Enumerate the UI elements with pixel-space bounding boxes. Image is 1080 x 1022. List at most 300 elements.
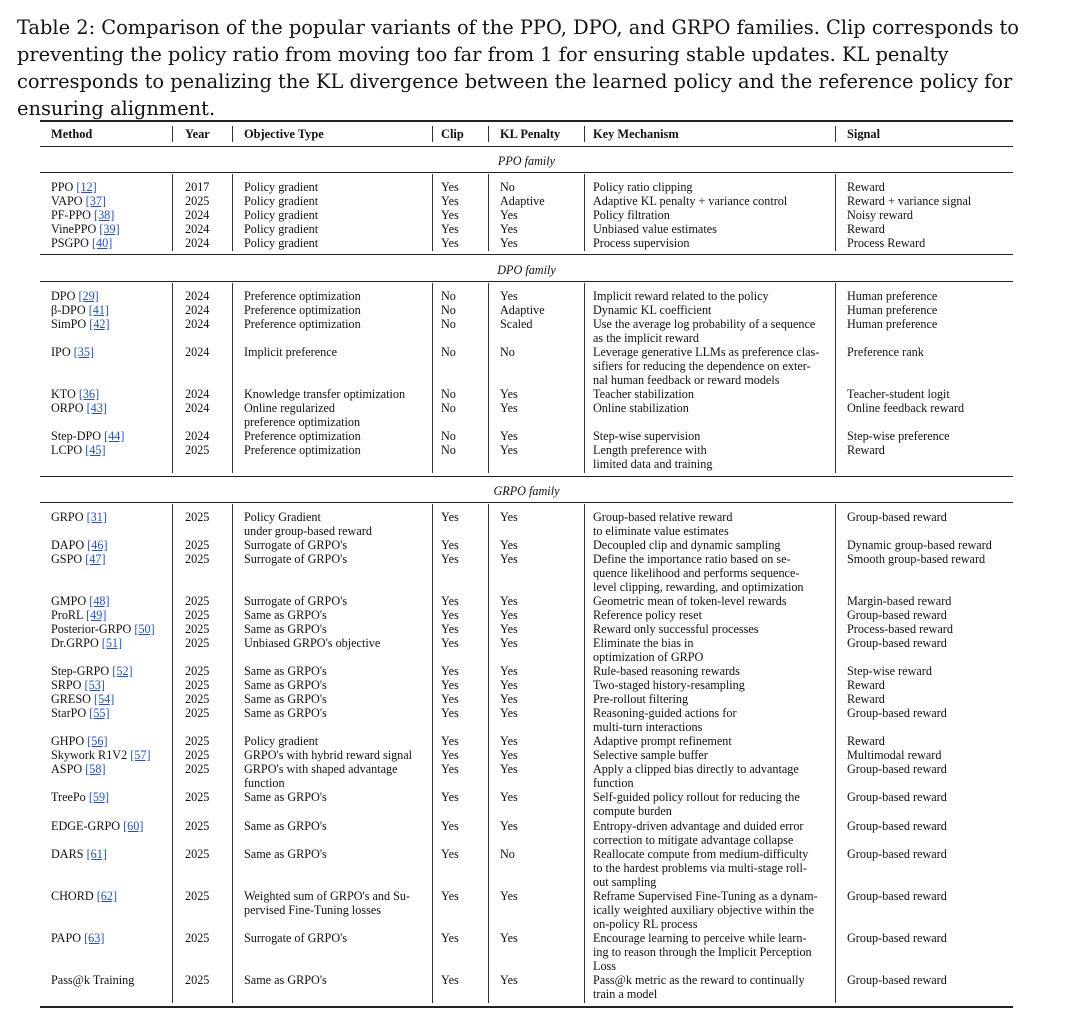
- mechanism-cell: Length preference with: [593, 443, 707, 457]
- group-label: GRPO family: [493, 484, 560, 498]
- signal-cell: Group-based reward: [847, 790, 947, 804]
- method-cell: [51, 790, 109, 804]
- signal-cell: Group-based reward: [847, 973, 947, 987]
- year-cell: 2025: [185, 194, 210, 208]
- method-cell: [51, 734, 108, 748]
- method-name: StarPO: [51, 706, 87, 720]
- year-cell: 2017: [185, 180, 210, 194]
- kl-penalty-cell: Yes: [500, 538, 518, 552]
- method-cell: [51, 973, 134, 987]
- mechanism-cell: Encourage learning to perceive while learn-: [593, 931, 807, 945]
- method-cell: [51, 510, 107, 524]
- year-cell: 2025: [185, 748, 210, 762]
- mechanism-cell: sifiers for reducing the dependence on exter-: [593, 359, 811, 373]
- mechanism-cell: level clipping, rewarding, and optimization: [593, 580, 804, 594]
- objective-cell: Same as GRPO's: [244, 847, 327, 861]
- objective-cell: Policy Gradient: [244, 510, 321, 524]
- objective-cell: function: [244, 776, 285, 790]
- clip-cell: Yes: [441, 790, 459, 804]
- mechanism-cell: Unbiased value estimates: [593, 222, 717, 236]
- citation-link[interactable]: [51]: [101, 636, 123, 650]
- kl-penalty-cell: Yes: [500, 734, 518, 748]
- citation-link[interactable]: [47]: [85, 552, 106, 566]
- mechanism-cell: Geometric mean of token-level rewards: [593, 594, 787, 608]
- column-separator: [835, 283, 836, 473]
- method-name: Skywork R1V2: [51, 748, 128, 762]
- clip-cell: No: [441, 303, 456, 317]
- year-cell: 2024: [185, 236, 210, 250]
- method-name: PF-PPO: [51, 208, 91, 222]
- citation-link[interactable]: [43]: [86, 401, 107, 415]
- clip-cell: Yes: [441, 180, 459, 194]
- clip-cell: Yes: [441, 847, 459, 861]
- method-cell: [51, 387, 99, 401]
- signal-cell: Step-wise preference: [847, 429, 950, 443]
- clip-cell: No: [441, 443, 456, 457]
- citation-link[interactable]: [42]: [89, 317, 110, 331]
- method-name: TreePo: [51, 790, 86, 804]
- year-cell: 2024: [185, 289, 210, 303]
- method-cell: [51, 678, 105, 692]
- signal-cell: Noisy reward: [847, 208, 913, 222]
- clip-cell: Yes: [441, 748, 459, 762]
- year-cell: 2025: [185, 608, 210, 622]
- mechanism-cell: as the implicit reward: [593, 331, 699, 345]
- year-cell: 2025: [185, 443, 210, 457]
- kl-penalty-cell: Yes: [500, 678, 518, 692]
- group-rule: [40, 476, 1013, 477]
- year-cell: 2024: [185, 222, 210, 236]
- year-cell: 2025: [185, 790, 210, 804]
- method-name: ProRL: [51, 608, 84, 622]
- citation-link[interactable]: [48]: [89, 594, 110, 608]
- group-label: DPO family: [497, 263, 556, 277]
- mechanism-cell: on-policy RL process: [593, 917, 698, 931]
- column-separator: [432, 174, 433, 251]
- method-cell: [51, 622, 155, 636]
- objective-cell: Knowledge transfer optimization: [244, 387, 406, 401]
- objective-cell: Unbiased GRPO's objective: [244, 636, 381, 650]
- mechanism-cell: Step-wise supervision: [593, 429, 701, 443]
- mechanism-cell: Rule-based reasoning rewards: [593, 664, 740, 678]
- mechanism-cell: Teacher stabilization: [593, 387, 694, 401]
- column-separator: [584, 126, 585, 142]
- citation-link[interactable]: [45]: [85, 443, 106, 457]
- objective-cell: Weighted sum of GRPO's and Su-: [244, 889, 411, 903]
- clip-cell: Yes: [441, 236, 459, 250]
- year-cell: 2025: [185, 973, 210, 987]
- mechanism-cell: Group-based relative reward: [593, 510, 733, 524]
- column-header: Objective Type: [244, 127, 324, 141]
- column-separator: [835, 504, 836, 1003]
- signal-cell: Reward: [847, 734, 885, 748]
- mechanism-cell: to eliminate value estimates: [593, 524, 729, 538]
- signal-cell: Smooth group-based reward: [847, 552, 986, 566]
- citation-link[interactable]: [60]: [123, 819, 144, 833]
- objective-cell: Policy gradient: [244, 222, 319, 236]
- method-name: SRPO: [51, 678, 82, 692]
- kl-penalty-cell: Adaptive: [500, 303, 545, 317]
- objective-cell: Online regularized: [244, 401, 336, 415]
- method-cell: [51, 608, 106, 622]
- citation-link[interactable]: [57]: [130, 748, 151, 762]
- clip-cell: Yes: [441, 706, 459, 720]
- clip-cell: Yes: [441, 819, 459, 833]
- year-cell: 2025: [185, 552, 210, 566]
- kl-penalty-cell: Yes: [500, 387, 518, 401]
- mechanism-cell: train a model: [593, 987, 658, 1001]
- objective-cell: Surrogate of GRPO's: [244, 931, 348, 945]
- year-cell: 2025: [185, 734, 210, 748]
- mechanism-cell: Process supervision: [593, 236, 690, 250]
- method-cell: [51, 317, 110, 331]
- citation-link[interactable]: [50]: [134, 622, 155, 636]
- column-separator: [232, 504, 233, 1003]
- objective-cell: Same as GRPO's: [244, 664, 327, 678]
- column-separator: [172, 283, 173, 473]
- column-separator: [835, 174, 836, 251]
- method-name: β-DPO: [51, 303, 86, 317]
- clip-cell: Yes: [441, 664, 459, 678]
- method-name: Pass@k Training: [51, 973, 135, 987]
- clip-cell: Yes: [441, 538, 459, 552]
- group-rule: [40, 254, 1013, 255]
- mechanism-cell: Self-guided policy rollout for reducing the: [593, 790, 800, 804]
- year-cell: 2025: [185, 664, 210, 678]
- mechanism-cell: Adaptive KL penalty + variance control: [593, 194, 788, 208]
- method-name: GSPO: [51, 552, 83, 566]
- column-separator: [488, 126, 489, 142]
- citation-link[interactable]: [39]: [99, 222, 120, 236]
- mechanism-cell: Pre-rollout filtering: [593, 692, 689, 706]
- objective-cell: Policy gradient: [244, 180, 319, 194]
- method-cell: [51, 194, 106, 208]
- method-cell: [51, 303, 109, 317]
- signal-cell: Group-based reward: [847, 847, 947, 861]
- signal-cell: Group-based reward: [847, 762, 947, 776]
- method-cell: [51, 538, 108, 552]
- kl-penalty-cell: Yes: [500, 236, 518, 250]
- kl-penalty-cell: Scaled: [500, 317, 533, 331]
- objective-cell: Same as GRPO's: [244, 692, 327, 706]
- citation-link[interactable]: [49]: [86, 608, 107, 622]
- mechanism-cell: compute burden: [593, 804, 672, 818]
- year-cell: 2025: [185, 819, 210, 833]
- mechanism-cell: Reallocate compute from medium-difficulty: [593, 847, 809, 861]
- method-name: Posterior-GRPO: [51, 622, 132, 636]
- mechanism-cell: Reference policy reset: [593, 608, 702, 622]
- bottom-rule: [40, 1006, 1013, 1008]
- method-cell: [51, 847, 107, 861]
- year-cell: 2024: [185, 303, 210, 317]
- method-name: VAPO: [51, 194, 83, 208]
- column-separator: [232, 174, 233, 251]
- year-cell: 2024: [185, 429, 210, 443]
- method-name: IPO: [51, 345, 71, 359]
- citation-link[interactable]: [54]: [94, 692, 115, 706]
- citation-link[interactable]: [58]: [85, 762, 106, 776]
- kl-penalty-cell: Yes: [500, 222, 518, 236]
- mechanism-cell: Policy filtration: [593, 208, 670, 222]
- objective-cell: under group-based reward: [244, 524, 372, 538]
- kl-penalty-cell: Yes: [500, 692, 518, 706]
- signal-cell: Online feedback reward: [847, 401, 965, 415]
- kl-penalty-cell: Yes: [500, 594, 518, 608]
- citation-link[interactable]: [36]: [78, 387, 100, 401]
- method-name: PSGPO: [51, 236, 89, 250]
- citation-link[interactable]: [44]: [104, 429, 125, 443]
- kl-penalty-cell: Yes: [500, 443, 518, 457]
- objective-cell: Implicit preference: [244, 345, 338, 359]
- signal-cell: Human preference: [847, 303, 938, 317]
- objective-cell: Policy gradient: [244, 208, 319, 222]
- header-rule: [40, 146, 1013, 147]
- year-cell: 2025: [185, 510, 210, 524]
- clip-cell: Yes: [441, 636, 459, 650]
- clip-cell: Yes: [441, 678, 459, 692]
- kl-penalty-cell: Yes: [500, 931, 518, 945]
- objective-cell: Policy gradient: [244, 734, 319, 748]
- year-cell: 2025: [185, 706, 210, 720]
- citation-link[interactable]: [35]: [73, 345, 94, 359]
- mechanism-cell: Loss: [593, 959, 617, 973]
- objective-cell: Policy gradient: [244, 194, 319, 208]
- mechanism-cell: Eliminate the bias in: [593, 636, 694, 650]
- method-name: DARS: [51, 847, 84, 861]
- kl-penalty-cell: Yes: [500, 790, 518, 804]
- citation-link[interactable]: [63]: [84, 931, 105, 945]
- kl-penalty-cell: Yes: [500, 889, 518, 903]
- column-separator: [584, 174, 585, 251]
- signal-cell: Reward: [847, 443, 885, 457]
- method-name: GMPO: [51, 594, 87, 608]
- citation-link[interactable]: [62]: [96, 889, 118, 903]
- objective-cell: Surrogate of GRPO's: [244, 552, 348, 566]
- year-cell: 2024: [185, 208, 210, 222]
- clip-cell: Yes: [441, 594, 459, 608]
- top-rule: [40, 120, 1013, 122]
- group-rule: [40, 502, 1013, 503]
- method-name: DPO: [51, 289, 76, 303]
- objective-cell: Same as GRPO's: [244, 819, 327, 833]
- clip-cell: Yes: [441, 510, 459, 524]
- column-header: Method: [51, 127, 93, 141]
- method-cell: [51, 594, 110, 608]
- method-name: ORPO: [51, 401, 84, 415]
- clip-cell: No: [441, 345, 456, 359]
- citation-link[interactable]: [55]: [89, 706, 110, 720]
- kl-penalty-cell: Yes: [500, 973, 518, 987]
- citation-link[interactable]: [31]: [86, 510, 107, 524]
- mechanism-cell: Define the importance ratio based on se-: [593, 552, 791, 566]
- column-separator: [488, 504, 489, 1003]
- year-cell: 2025: [185, 931, 210, 945]
- mechanism-cell: Leverage generative LLMs as preference clas-: [593, 345, 820, 359]
- group-rule: [40, 281, 1013, 282]
- method-cell: [51, 429, 124, 443]
- mechanism-cell: Apply a clipped bias directly to advantage: [593, 762, 799, 776]
- kl-penalty-cell: Yes: [500, 429, 518, 443]
- clip-cell: Yes: [441, 692, 459, 706]
- kl-penalty-cell: Yes: [500, 552, 518, 566]
- mechanism-cell: Pass@k metric as the reward to continually: [593, 973, 805, 987]
- column-separator: [835, 126, 836, 142]
- signal-cell: Group-based reward: [847, 889, 947, 903]
- signal-cell: Process-based reward: [847, 622, 953, 636]
- kl-penalty-cell: Yes: [500, 636, 518, 650]
- citation-link[interactable]: [56]: [87, 734, 108, 748]
- clip-cell: Yes: [441, 194, 459, 208]
- objective-cell: Surrogate of GRPO's: [244, 538, 348, 552]
- signal-cell: Reward: [847, 678, 885, 692]
- mechanism-cell: optimization of GRPO: [593, 650, 704, 664]
- mechanism-cell: Implicit reward related to the policy: [593, 289, 769, 303]
- citation-link[interactable]: [38]: [94, 208, 115, 222]
- method-name: SimPO: [51, 317, 87, 331]
- signal-cell: Reward + variance signal: [847, 194, 972, 208]
- citation-link[interactable]: [40]: [91, 236, 113, 250]
- signal-cell: Step-wise reward: [847, 664, 932, 678]
- year-cell: 2025: [185, 678, 210, 692]
- mechanism-cell: Policy ratio clipping: [593, 180, 693, 194]
- column-header: Year: [185, 127, 210, 141]
- method-cell: [51, 748, 151, 762]
- year-cell: 2024: [185, 387, 210, 401]
- kl-penalty-cell: Yes: [500, 289, 518, 303]
- column-separator: [584, 504, 585, 1003]
- objective-cell: GRPO's with hybrid reward signal: [244, 748, 413, 762]
- clip-cell: Yes: [441, 973, 459, 987]
- mechanism-cell: quence likelihood and performs sequence-: [593, 566, 800, 580]
- method-name: GRPO: [51, 510, 84, 524]
- clip-cell: Yes: [441, 208, 459, 222]
- clip-cell: Yes: [441, 762, 459, 776]
- mechanism-cell: Reasoning-guided actions for: [593, 706, 737, 720]
- signal-cell: Reward: [847, 180, 885, 194]
- method-cell: [51, 931, 104, 945]
- citation-link[interactable]: [61]: [86, 847, 107, 861]
- method-name: CHORD: [51, 889, 94, 903]
- method-cell: [51, 819, 143, 833]
- objective-cell: Same as GRPO's: [244, 622, 327, 636]
- kl-penalty-cell: Yes: [500, 664, 518, 678]
- year-cell: 2025: [185, 594, 210, 608]
- mechanism-cell: Dynamic KL coefficient: [593, 303, 712, 317]
- mechanism-cell: limited data and training: [593, 457, 713, 471]
- signal-cell: Process Reward: [847, 236, 926, 250]
- kl-penalty-cell: Yes: [500, 208, 518, 222]
- table-caption: Table 2: Comparison of the popular variants of the PPO, DPO, and GRPO families. Clip corresponds to preventing the policy ratio from moving too far from 1 for ensuring stable updates. KL penalty corresponds to penalizing the KL divergence between the learned policy and the reference policy for ensuring alignment.: [17, 16, 1019, 120]
- method-cell: [51, 443, 106, 457]
- column-separator: [488, 174, 489, 251]
- signal-cell: Group-based reward: [847, 819, 947, 833]
- mechanism-cell: Reward only successful processes: [593, 622, 759, 636]
- method-name: VinePPO: [51, 222, 97, 236]
- method-cell: [51, 552, 106, 566]
- method-cell: [51, 664, 133, 678]
- year-cell: 2025: [185, 636, 210, 650]
- year-cell: 2024: [185, 317, 210, 331]
- column-separator: [432, 126, 433, 142]
- clip-cell: Yes: [441, 622, 459, 636]
- citation-link[interactable]: [46]: [87, 538, 108, 552]
- clip-cell: No: [441, 317, 456, 331]
- objective-cell: Policy gradient: [244, 236, 319, 250]
- mechanism-cell: Use the average log probability of a sequence: [593, 317, 816, 331]
- citation-link[interactable]: [41]: [88, 303, 109, 317]
- method-name: Step-GRPO: [51, 664, 110, 678]
- citation-link[interactable]: [37]: [85, 194, 106, 208]
- year-cell: 2025: [185, 762, 210, 776]
- signal-cell: Preference rank: [847, 345, 924, 359]
- method-name: PAPO: [51, 931, 82, 945]
- method-name: LCPO: [51, 443, 83, 457]
- mechanism-cell: Entropy-driven advantage and duided error: [593, 819, 804, 833]
- kl-penalty-cell: No: [500, 180, 515, 194]
- objective-cell: GRPO's with shaped advantage: [244, 762, 398, 776]
- kl-penalty-cell: Yes: [500, 510, 518, 524]
- method-cell: [51, 208, 114, 222]
- year-cell: 2025: [185, 889, 210, 903]
- group-rule: [40, 172, 1013, 173]
- method-cell: [51, 692, 114, 706]
- kl-penalty-cell: Yes: [500, 401, 518, 415]
- signal-cell: Reward: [847, 222, 885, 236]
- column-separator: [232, 126, 233, 142]
- signal-cell: Group-based reward: [847, 510, 947, 524]
- signal-cell: Group-based reward: [847, 608, 947, 622]
- kl-penalty-cell: Yes: [500, 762, 518, 776]
- mechanism-cell: ing to reason through the Implicit Perception: [593, 945, 812, 959]
- kl-penalty-cell: No: [500, 345, 515, 359]
- kl-penalty-cell: Yes: [500, 819, 518, 833]
- signal-cell: Margin-based reward: [847, 594, 952, 608]
- method-name: Dr.GRPO: [51, 636, 99, 650]
- column-header: Signal: [847, 127, 881, 141]
- citation-link[interactable]: [52]: [112, 664, 133, 678]
- method-name: PPO: [51, 180, 74, 194]
- objective-cell: preference optimization: [244, 415, 361, 429]
- citation-link[interactable]: [12]: [76, 180, 97, 194]
- clip-cell: Yes: [441, 931, 459, 945]
- column-separator: [172, 504, 173, 1003]
- clip-cell: Yes: [441, 222, 459, 236]
- method-cell: [51, 706, 110, 720]
- objective-cell: Same as GRPO's: [244, 608, 327, 622]
- mechanism-cell: out sampling: [593, 875, 657, 889]
- method-cell: [51, 180, 97, 194]
- column-separator: [432, 504, 433, 1003]
- column-separator: [232, 283, 233, 473]
- clip-cell: No: [441, 401, 456, 415]
- mechanism-cell: Adaptive prompt refinement: [593, 734, 732, 748]
- clip-cell: No: [441, 289, 456, 303]
- citation-link[interactable]: [29]: [78, 289, 99, 303]
- method-name: GHPO: [51, 734, 85, 748]
- objective-cell: Preference optimization: [244, 303, 361, 317]
- signal-cell: Dynamic group-based reward: [847, 538, 992, 552]
- method-name: Step-DPO: [51, 429, 102, 443]
- mechanism-cell: nal human feedback or reward models: [593, 373, 780, 387]
- method-cell: [51, 236, 112, 250]
- citation-link[interactable]: [59]: [88, 790, 110, 804]
- mechanism-cell: to the hardest problems via multi-stage roll-: [593, 861, 807, 875]
- mechanism-cell: ically weighted auxiliary objective within the: [593, 903, 814, 917]
- signal-cell: Human preference: [847, 317, 938, 331]
- signal-cell: Group-based reward: [847, 636, 947, 650]
- objective-cell: Preference optimization: [244, 289, 361, 303]
- citation-link[interactable]: [53]: [84, 678, 105, 692]
